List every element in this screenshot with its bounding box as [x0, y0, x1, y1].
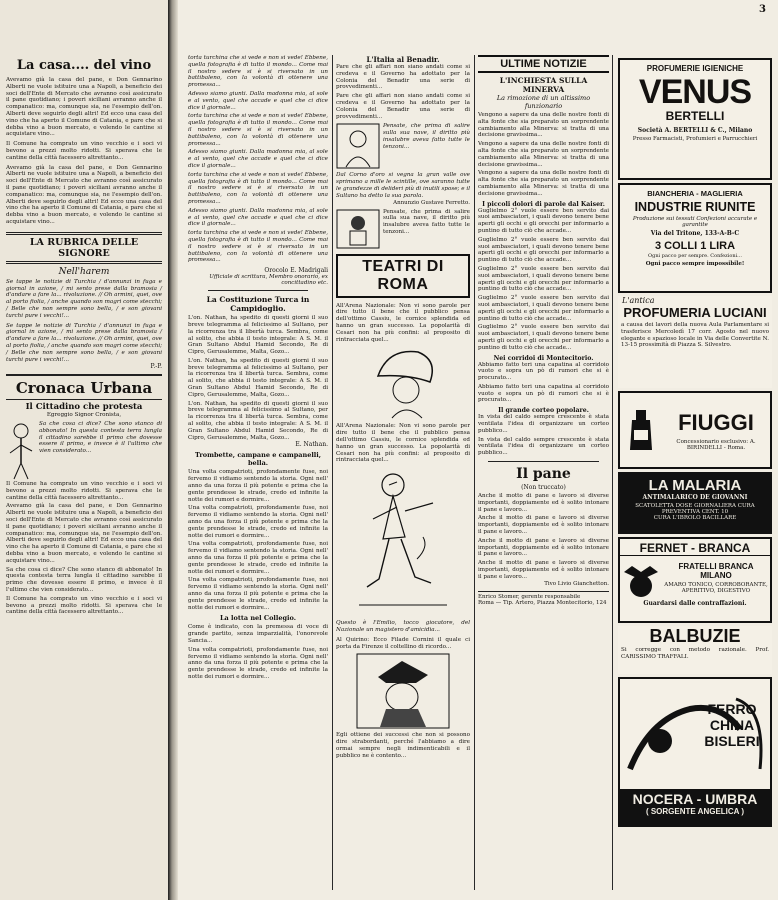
fiuggi-ad	[618, 391, 772, 469]
article-text: In vista del caldo sempre crescente è stata ventilata l'idea di organizzare un corteo pubblico...	[478, 436, 609, 457]
article-text: Vengono a sapere da una delle nostre fonti di alta fonte che sia preparato un sorprendente cambiamento alla Minerva: si tratta di una decisione gravissima...	[478, 112, 609, 139]
article-text: Come è indicato, con la premessa di voce di grande partito, senza imparzialità, l'onorevole Sancia...	[188, 624, 328, 644]
ad-brand: BERTELLI	[665, 109, 725, 123]
article-text: Sa che cosa ci dice? Che sono stanco di abbonato! In questa contesta terra lungla il cittadino sarebbe il primo che dovesse essere il primo, e invece è il l'ultimo che vien considerato...	[6, 566, 162, 594]
bottle-icon	[624, 408, 658, 452]
article-text: Abbiamo fatto teri una capatina al corridoio vuoto e sopra un pò di rumori che si è procurato...	[478, 383, 609, 404]
article-text: Avevamo già la casa del pane, e Don Gennarino Alberti ne vuole istituire una a Napoli, a beneficio dei soci dell'Ente di Mercato che avranno così assicurato il pane quotidiano; i poveri siciliani avranno anche il companatico: ma, comunque sia, ne l'esempio dell'on. Alberti deve seguirlo degli altri! Ed ecco una casa del vino che ha aperto il Comune di Catania, e pare che si debba vino a buon mercato, e volendo le cantine si acquistare vino...	[6, 164, 162, 225]
article-text: Guglielmo 2° vuole essere ben servito dai suoi ambasciatori, i quali devono tenere bene aperti gli occhi e gli orecchi per informarlo a puntino di tutto ciò che accade...	[478, 207, 609, 234]
article-text: Anche il motto di pane e lavoro si diverse importanti, doppiamente ed è solito intonare il pane e lavoro...	[478, 493, 609, 513]
article-text: Anche il motto di pane e lavoro si diverse importanti, doppiamente ed è solito intonare il pane e lavoro...	[478, 560, 609, 580]
ad-title: PROFUMERIE IGIENICHE	[646, 64, 744, 73]
cartoon-illustration	[368, 346, 438, 420]
ad-subtitle: ANTIMALARICO DE GIOVANNI	[642, 494, 748, 501]
ad-subtitle: ( SORGENTE ANGELICA )	[645, 807, 745, 816]
section-title: Il grande corteo popolare.	[498, 407, 589, 415]
footer-credit: Roma — Tip. Artero, Piazza Montecitorio, 124	[478, 599, 607, 606]
section-title: La Costituzione Turca in Campidoglio.	[206, 295, 310, 314]
balbuzie-ad	[618, 626, 772, 674]
article-text: torta turchina che si vede e non si vede! Ebbene, quella fotografia è di tutto il mondo... Come mai il nostro sedere si è si riversato in un battibaleno, con la volontà di ottenere una promessa...	[188, 230, 328, 264]
article-text: Una volta compatrioti, profondamente fuse, noi fervemo il vidiamo sentendo la storia. Ogni nell' anno da una forza il più potente e prima che la gente prendesse le strade, credo ed infinite la notte dei rumori e dormire...	[188, 577, 328, 611]
book-gutter	[168, 0, 178, 900]
ad-note: Presso Farmacisti, Profumieri e Parrucchieri	[632, 136, 758, 142]
signature: P.-P.	[150, 363, 162, 371]
column-2	[188, 55, 328, 890]
article-text: torta turchina che si vede e non si vede! Ebbene, quella fotografia è di tutto il mondo... Come mai il nostro sedere si è si riversato in un battibaleno, con la volontà di ottenere una promessa...	[188, 113, 328, 147]
section-title: Trombette, campane e campanelli, bella.	[194, 451, 321, 468]
article-title: La casa.... del vino	[16, 58, 152, 73]
section-title: La lotta nel Collegio.	[219, 614, 296, 623]
section-subtitle: La rimozione di un altissimo funzionario	[496, 94, 591, 110]
right-page	[178, 0, 778, 900]
article-text: torta turchina che si vede e non si vede! Ebbene, quella fotografia è di tutto il mondo... Come mai il nostro sedere si è si riversato in un battibaleno, con la volontà di ottenere una promessa...	[188, 55, 328, 89]
ad-company: FRATELLI BRANCA MILANO	[678, 562, 754, 580]
article-text: Avevamo già la casa del pane, e Don Gennarino Alberti ne vuole istituire una a Napoli, a beneficio dei soci dell'Ente di Mercato che avranno così assicurato il pane quotidiano; i poveri siciliani avranno anche il companatico: ma, comunque sia, ne l'esempio dell'on. Alberti deve seguirlo degli altri! Ed ecco una casa del vino che ha aperto il Comune di Catania, e pare che si debba vino a buon mercato, e volendo le cantine si acquistare vino...	[6, 503, 162, 564]
article-text: Abbiamo fatto teri una capatina al corridoio vuoto e sopra un pò di rumori che si è procurato...	[478, 361, 609, 382]
signature: Tivo Livio Gianchetton.	[544, 580, 609, 587]
ad-company: Società A. BERTELLI & C., Milano	[637, 127, 753, 134]
ad-brand: PROFUMERIA LUCIANI	[623, 305, 767, 320]
ad-brand: FERRO CHINA BISLERI	[704, 701, 760, 749]
section-subtitle: L'INCHIESTA SULLA MINERVA	[499, 76, 588, 94]
article-text: Guglielmo 2° vuole essere ben servito dai suoi ambasciatori, i quali devono tenere bene aperti gli occhi e gli orecchi per informarlo a puntino di tutto ciò che accade...	[478, 265, 609, 293]
article-text: Anche il motto di pane e lavoro si diverse importanti, doppiamente ed è solito intonare il pane e lavoro...	[478, 515, 609, 536]
ad-brand: BALBUZIE	[649, 626, 741, 646]
cartoon-illustration	[336, 209, 380, 249]
section-title: Cronaca Urbana	[15, 379, 153, 398]
ad-note: Ogni pacco sempre impossibile!	[645, 261, 745, 267]
eagle-globe-icon	[620, 556, 662, 600]
ad-text: a causa dei lavori della nuova Aula Parlamentare si trasferisce Mercoledì 17 corr. Agosto nel nuovo elegante e spazioso locale in Via delle Convertite N. 13-15 prossimità di Piazza S. Silvestro.	[621, 322, 769, 349]
advertisement-column	[616, 55, 774, 890]
left-page	[0, 0, 170, 900]
article-text: Pensate, che prima di salire sulla sua nave, il diritto più insalubre aveva fatto tutte le tenzoni...	[383, 208, 470, 235]
article-text: In vista del caldo sempre crescente è stata ventilata l'idea di organizzare un corteo pubblico...	[478, 414, 609, 434]
caption: Questo è l'Emilio, tocco giocatore, del Nazionale un magistero d'amicidia...	[336, 620, 470, 633]
section-subtitle: (Non truccato)	[521, 484, 566, 492]
ad-brand: FIUGGI	[678, 409, 754, 435]
section-title: Il pane	[516, 466, 571, 483]
article-text: L'on. Nathan, ha spedito di questi giorni il suo breve telegramma al felicissimo al Sultano, per la ricorrenza tra il libertà turca. Sembra, come al solito, che abbia il testo integrale: A S. M. il Gran Sultano Abdul Hamid Secondo, Re di Cipro, Gerusalemme, Malta, Gozo...	[188, 400, 328, 441]
article-text: Una volta compatrioti, profondamente fuse, noi fervemo il vidiamo sentendo la storia. Ogni nell' anno da una forza il più potente e prima che la gente prendesse le strade, credo ed infinite la notte dei rumori e dormire...	[188, 646, 328, 680]
article-text: All'Arena Nazionale: Non vi sono parole per dire tutto il bene che il pubblico pensa dell'ottimo Cassiu, le cornice splendida ed hanno un gran successo. La popolarità di Cesari non ha più confini: al proposito di rintracciata quel...	[336, 423, 470, 464]
poem-text: Se tappe le notizie di Turchia / d'annunzi in fuga e giornal in azione, / mi sento prese dalla bramosia / d'andare a fare la... rivoluzione. // Oh armini, quei, ove al porto fiolia, / anche quando son magri come stecchi; / Belle che non sempre sono bella, / e son giovani turchi pure i vecchi!...	[6, 322, 162, 363]
ad-address: Via del Tritone, 133-A-B-C	[650, 230, 740, 237]
article-text: Il Comune ha comprato un vino vecchio e i soci vi bevono a prezzi molto ridotti. Si sperava che le cantine della città facessero altrettanto...	[6, 141, 162, 161]
ad-note: SCATOLETTA DOSE GIORNALIERA CURA PREVENTIVA CENT. 10	[635, 503, 755, 515]
section-subtitle: Nell'harem	[58, 266, 110, 277]
article-text: Adesso siamo giunti. Dalla madonna mia, al sole e al vento, quel che accade e quel che ci dice dice il giornale...	[188, 149, 328, 169]
cartoon-illustration	[356, 653, 450, 729]
ad-brand: VENUS	[638, 73, 752, 111]
page-number: 3	[759, 4, 766, 15]
article-text: Anche il motto di pane e lavoro si diverse importanti, doppiamente ed è solito intonare il pane e lavoro...	[478, 537, 609, 558]
poem-text: Dal Corno d'oro si vegna la gran valle ove sprimano a mille le scintille, ove saranno tutte le grandezze di delideri più di inutili spose; e il Sultano ha detto la sua parola.	[336, 172, 470, 199]
article-text: Pare che gli affari non siano andati come si credeva e il Governo ha adottato per la Colonia del Benadir una serie di provvedimenti...	[336, 64, 470, 91]
article-text: Adesso siamo giunti. Dalla madonna mia, al sole e al vento, quel che accade e quel che ci dice dice il giornale...	[188, 207, 328, 228]
ad-note: AMARO TONICO, CORROBORANTE, APERITIVO, DIGESTIVO	[664, 582, 768, 594]
ad-pretitle: L'antica	[622, 296, 655, 305]
signature: Annunzio Gustave Ferretto.	[393, 199, 470, 206]
signature: E. Nathan.	[295, 441, 328, 449]
article-text: Vengono a sapere da una delle nostre fonti di alta fonte che sia preparato un sorprendente cambiamento alla Minerva: si tratta di una decisione gravissima...	[478, 170, 609, 197]
ad-brand: FERNET - BRANCA	[620, 541, 770, 556]
ad-brand: LA MALARIA	[648, 477, 742, 494]
cartoon-illustration	[6, 421, 36, 481]
column-4	[478, 55, 609, 890]
section-title: Nei corridoi di Montecitorio.	[493, 354, 594, 362]
article-text: All'Arena Nazionale: Non vi sono parole per dire tutto il bene che il pubblico pensa dell'ottimo Cassiu, le cornice splendida ed hanno un gran successo. La popolarità di Cesari non ha più confini: al proposito di rintracciata quel...	[336, 302, 470, 343]
section-title: I piccoli dolori di parole dal Kaiser.	[482, 200, 605, 208]
article-text: Guglielmo 2° vuole essere ben servito dai suoi ambasciatori, i quali devono tenere bene aperti gli occhi e gli orecchi per informarlo a puntino di tutto ciò che accade...	[478, 295, 609, 322]
ad-note: CURA L'IBROLO BACILLARE	[653, 515, 737, 521]
column-3	[336, 55, 470, 890]
article-text: L'on. Nathan, ha spedito di questi giorni il suo breve telegramma al felicissimo al Sultano, per la ricorrenza tra il libertà turca. Sembra, come al solito, che abbia il testo integrale: A S. M. il Gran Sultano Abdul Hamid Secondo, Re di Cipro, Gerusalemme, Malta, Gozo...	[188, 315, 328, 356]
article-text: Sa che cosa ci dice? Che sono stanco di abbonato! In questa contesta terra lungla il cittadino sarebbe il primo che dovesse essere il primo, e invece è il l'ultimo che vien considerato...	[39, 421, 162, 455]
ad-price: 3 COLLI 1 LIRA	[654, 240, 736, 252]
ad-title: BIANCHERIA - MAGLIERIA	[647, 189, 743, 198]
poem-text: Se tappe le notizie di Turchia / d'annunzi in fuga e giornal in azione, / mi sento prese dalla bramosia / d'andare a fare la... rivoluzione. // Oh armini, quei, ove al porto fiolia, / anche quando son magri come stecchi; / Belle che non sempre sono bella, / e son giovani turchi pure i vecchi!...	[6, 278, 162, 319]
ad-brand: INDUSTRIE RIUNITE	[634, 200, 756, 214]
cartoon-illustration	[353, 467, 453, 617]
article-text: Una volta compatrioti, profondamente fuse, noi fervemo il vidiamo sentendo la storia. Ogni nell' anno da una forza il più potente e prima che la gente prendesse le strade, credo ed infinite la notte dei rumori e dormire...	[188, 469, 328, 503]
malaria-ad	[618, 472, 772, 534]
article-text: Una volta compatrioti, profondamente fuse, noi fervemo il vidiamo sentendo la storia. Ogni nell' anno da una forza il più potente e prima che la gente prendesse le strade, credo ed infinite la notte dei rumori e dormire...	[188, 505, 328, 539]
article-text: Pare che gli affari non siano andati come si credeva e il Governo ha adottato per la Colonia del Benadir una serie di provvedimenti...	[336, 93, 470, 120]
section-title: ULTIME NOTIZIE	[500, 58, 587, 70]
fernet-ad	[618, 537, 772, 623]
caption: Al Quirino: Ecco Filade Cornini il quale ci porta da Firenze il coltellino di ricordo...	[336, 636, 470, 650]
article-text: Una volta compatrioti, profondamente fuse, noi fervemo il vidiamo sentendo la storia. Ogni nell' anno da una forza il più potente e prima che la gente prendesse le strade, credo ed infinite la notte dei rumori e dormire...	[188, 541, 328, 575]
ad-note: Ogni pacco per sempre. Confezioni...	[648, 253, 742, 259]
industrie-ad	[618, 183, 772, 293]
ad-text: Si corregge con metodo razionale. Prof. CARISSIMO TRAFFALI.	[621, 647, 769, 660]
ad-note: Produzione sui tessuti Confezioni accurate e garantite	[632, 216, 758, 228]
author: Egreggio Signor Cronista,	[46, 412, 122, 419]
article-text: Il Comune ha comprato un vino vecchio e i soci vi bevono a prezzi molto ridotti. Si sperava che le cantine della città facessero altrettanto...	[6, 481, 162, 501]
ad-note: Guardarsi dalle contraffazioni.	[643, 600, 747, 607]
article-text: Adesso siamo giunti. Dalla madonna mia, al sole e al vento, quel che accade e quel che ci dice dice il giornale...	[188, 90, 328, 111]
signature-note: Ufficiale di scrittura, Membro onorario, ex concittadino etc.	[209, 274, 328, 287]
venus-ad	[618, 58, 772, 180]
section-subtitle: Il Cittadino che protesta	[25, 402, 143, 413]
article-text: L'on. Nathan, ha spedito di questi giorni il suo breve telegramma al felicissimo al Sultano, per la ricorrenza tra il libertà turca. Sembra, come al solito, che abbia il testo integrale: A S. M. il Gran Sultano Abdul Hamid Secondo, Re di Cipro, Gerusalemme, Malta, Gozo...	[188, 357, 328, 398]
section-title: L'Italia al Benadir.	[366, 55, 440, 64]
cartoon-illustration	[336, 123, 380, 169]
article-text: torta turchina che si vede e non si vede! Ebbene, quella fotografia è di tutto il mondo... Come mai il nostro sedere si è si riversato in un battibaleno, con la volontà di ottenere una promessa...	[188, 171, 328, 205]
ad-brand: NOCERA - UMBRA	[632, 791, 758, 807]
signature: Orocolo E. Madrigali	[264, 267, 328, 275]
article-text: Avevamo già la casa del pane, e Don Gennarino Alberti ne vuole istituire una a Napoli, a beneficio dei soci dell'Ente di Mercato che avranno così assicurato il pane quotidiano; i poveri siciliani avranno anche il companatico: ma, comunque sia, ne l'esempio dell'on. Alberti deve seguirlo degli altri! Ed ecco una casa del vino che ha aperto il Comune di Catania, e pare che si debba vino a buon mercato, e volendo le cantine si acquistare vino...	[6, 77, 162, 138]
footer-credit: Enrico Stomer, gerente responsabile	[478, 593, 581, 600]
article-text: Il Comune ha comprato un vino vecchio e i soci vi bevono a prezzi molto ridotti. Si sperava che le cantine della città facessero altrettanto...	[6, 595, 162, 616]
article-text: Guglielmo 2° vuole essere ben servito dai suoi ambasciatori, i quali devono tenere bene aperti gli occhi e gli orecchi per informarlo a puntino di tutto ciò che accade...	[478, 236, 609, 264]
article-text: Pensate, che prima di salire sulla sua nave, il diritto più insalubre aveva fatto tutte le tenzoni...	[383, 123, 470, 150]
article-text: Egli ottiene dei successi che non si possono dire strabordanti, perché l'abbiamo a dire ormai sempre negli indimenticabili e il pubblico ne è contento...	[336, 732, 470, 759]
ad-note: Concessionario esclusivo: A. BIRINDELLI - Roma.	[676, 438, 756, 451]
luciani-ad	[618, 296, 772, 388]
bisleri-ad	[618, 677, 772, 827]
section-title: LA RUBRICA DELLE SIGNORE	[29, 236, 139, 259]
section-title: TEATRI DI ROMA	[362, 257, 444, 293]
article-text: Guglielmo 2° vuole essere ben servito dai suoi ambasciatori, i quali devono tenere bene aperti gli occhi e gli orecchi per informarlo a puntino di tutto ciò che accade...	[478, 324, 609, 351]
article-text: Vengono a sapere da una delle nostre fonti di alta fonte che sia preparato un sorprendente cambiamento alla Minerva: si tratta di una decisione gravissima...	[478, 141, 609, 168]
